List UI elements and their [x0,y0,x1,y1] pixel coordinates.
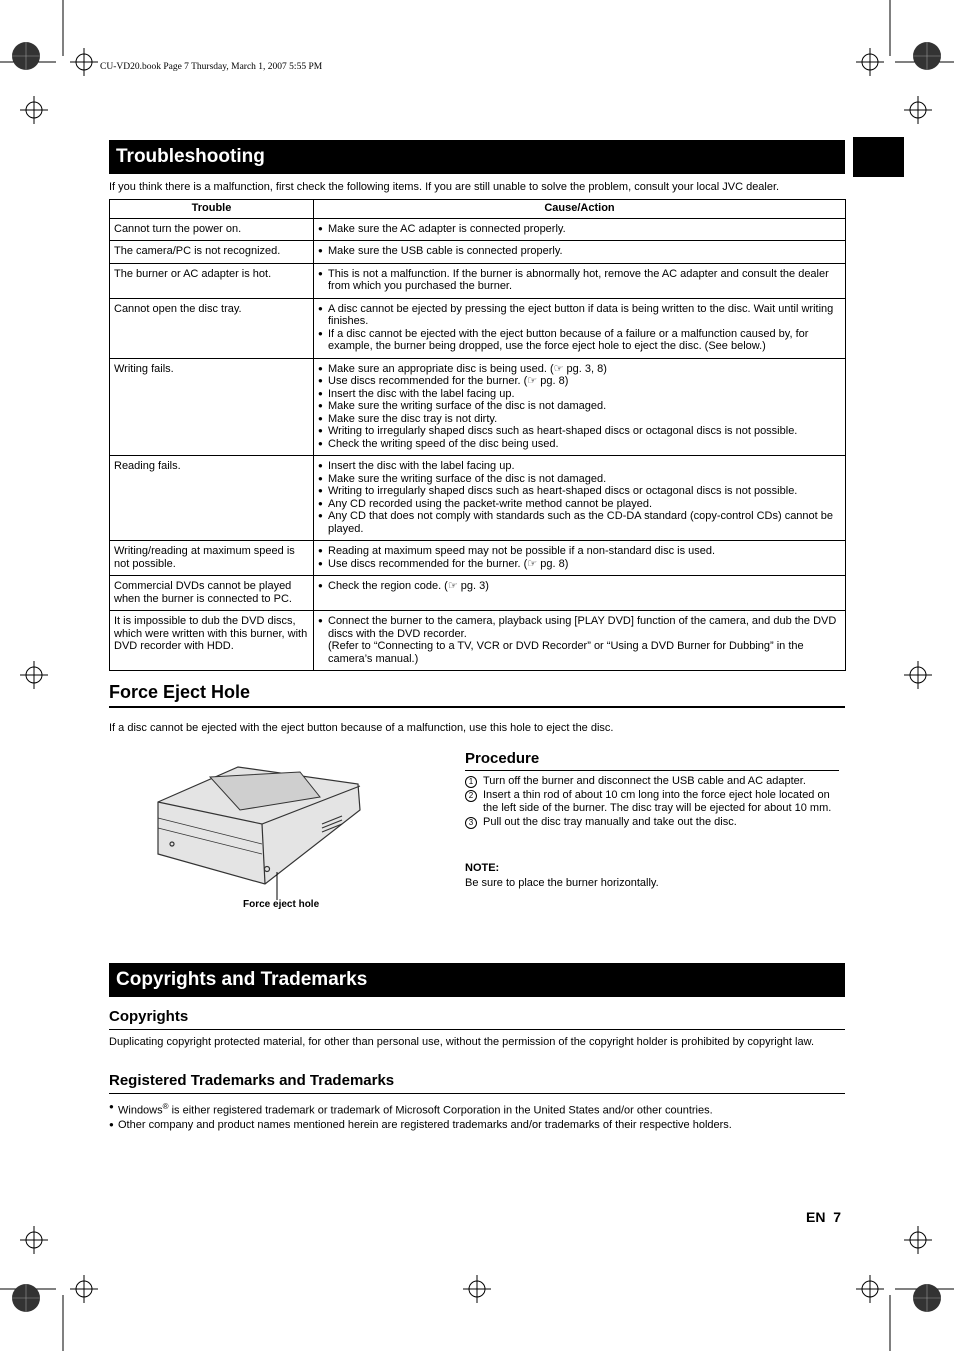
action-item: ● Use discs recommended for the burner. (☞ pg. 8) [318,375,841,388]
procedure-step [465,775,839,789]
table-row [110,298,846,358]
cause-cell [314,576,846,611]
page-number: EN 7 [806,1209,842,1225]
action-item: ● Make sure the AC adapter is connected properly. [318,223,841,236]
troubleshooting-table [109,199,846,671]
force-eject-hole-caption: Force eject hole [243,899,320,910]
step-text: Turn off the burner and disconnect the USB cable and AC adapter. [483,775,806,787]
table-row [110,218,846,241]
copyright-text: Duplicating copyright protected material, for other than personal use, without the permission of the copyright holder is prohibited by copyright law. [109,1036,814,1048]
troubleshooting-intro: If you think there is a malfunction, first check the following items. If you are still unable to solve the problem, consult your local JVC dealer. [109,181,780,193]
action-item: ● Make sure the disc tray is not dirty. [318,413,841,426]
action-item: ● Writing to irregularly shaped discs such as heart-shaped discs or octagonal discs is not possible. [318,485,841,498]
cause-cell [314,218,846,241]
action-item: ● Reading at maximum speed may not be possible if a non-standard disc is used. [318,545,841,558]
cause-cell [314,456,846,541]
procedure-heading: Procedure [465,750,839,771]
trademark-item [109,1100,845,1118]
action-item: ● Insert the disc with the label facing up. [318,460,841,473]
table-row [110,456,846,541]
action-item: ● Make sure the writing surface of the disc is not damaged. [318,473,841,486]
action-item: ● This is not a malfunction. If the burner is abnormally hot, remove the AC adapter and consult the dealer from which you purchased the burner. [318,268,841,293]
table-row [110,358,846,456]
step-text: Insert a thin rod of about 10 cm long into the force eject hole located on the left side of the burner. The disc tray will be ejected for about 10 mm. [483,788,832,814]
action-item: ● Connect the burner to the camera, playback using [PLAY DVD] function of the camera, and dub the DVD discs with the DVD recorder. (Refer to “Connecting to a TV, VCR or DVD Recorder” or “Using a DVD Burner for Dubbing” in the camera’s manual.) [318,615,841,665]
cause-cell [314,298,846,358]
windows-word: Windows [118,1104,163,1117]
book-header: CU-VD20.book Page 7 Thursday, March 1, 2007 5:55 PM [100,62,323,72]
action-item: ● Check the region code. (☞ pg. 3) [318,580,841,593]
action-item: ● Writing to irregularly shaped discs such as heart-shaped discs or octagonal discs is not possible. [318,425,841,438]
trouble-cell: Cannot open the disc tray. [110,298,314,358]
trouble-cell: The camera/PC is not recognized. [110,241,314,264]
procedure-step [465,816,839,830]
trademark-item [109,1118,845,1132]
trouble-cell: Cannot turn the power on. [110,218,314,241]
note-text: Be sure to place the burner horizontally. [465,877,659,889]
procedure-step [465,789,839,816]
trouble-cell: The burner or AC adapter is hot. [110,263,314,298]
trademark-other-text: Other company and product names mentioned herein are registered trademarks and/or trademarks of their respective holders. [118,1118,732,1131]
burner-illustration [150,762,380,902]
registered-mark: ® [162,1102,169,1111]
action-item: ● A disc cannot be ejected by pressing the eject button if data is being written to the disc. Wait until writing finishes. [318,303,841,328]
trademarks-heading: Registered Trademarks and Trademarks [109,1072,845,1094]
step-text: Pull out the disc tray manually and take out the disc. [483,815,737,828]
action-item: ● Any CD that does not comply with standards such as the CD-DA standard (copy-control CDs) cannot be played. [318,510,841,535]
action-item: ● Make sure an appropriate disc is being used. (☞ pg. 3, 8) [318,363,841,376]
trouble-cell: Writing fails. [110,358,314,456]
action-item: ● Make sure the USB cable is connected properly. [318,245,841,258]
trouble-cell: Reading fails. [110,456,314,541]
trademark-list [109,1100,845,1132]
force-eject-heading: Force Eject Hole [109,682,845,708]
force-eject-intro: If a disc cannot be ejected with the eject button because of a malfunction, use this hole to eject the disc. [109,722,614,734]
trouble-cell: It is impossible to dub the DVD discs, which were written with this burner, with DVD recorder with HDD. [110,611,314,671]
trouble-cell: Commercial DVDs cannot be played when the burner is connected to PC. [110,576,314,611]
action-item: ● Check the writing speed of the disc being used. [318,438,841,451]
step-number: 3 [465,817,477,829]
table-row [110,241,846,264]
action-item: ● Use discs recommended for the burner. (☞ pg. 8) [318,558,841,571]
table-row [110,263,846,298]
action-item: ● Insert the disc with the label facing up. [318,388,841,401]
action-item: ● Make sure the writing surface of the disc is not damaged. [318,400,841,413]
cause-cell [314,263,846,298]
table-row [110,576,846,611]
action-item: ● Any CD recorded using the packet-write method cannot be played. [318,498,841,511]
action-item: ● If a disc cannot be ejected with the eject button because of a failure or a malfunction caused by, for example, the burner being dropped, use the force eject hole to eject the disc. (See below.) [318,328,841,353]
troubleshooting-banner: Troubleshooting [109,140,845,174]
cause-cell [314,358,846,456]
cause-cell [314,241,846,264]
step-number: 1 [465,776,477,788]
trademark-windows-text: is either registered trademark or trademark of Microsoft Corporation in the United States and/or other countries. [168,1104,713,1117]
note-label: NOTE: [465,862,500,874]
side-tab [853,137,904,177]
procedure-steps [465,775,839,829]
cause-cell [314,611,846,671]
col-trouble-header: Trouble [110,200,314,219]
copyrights-heading: Copyrights [109,1008,845,1030]
copyrights-banner: Copyrights and Trademarks [109,963,845,997]
table-row [110,541,846,576]
table-row [110,611,846,671]
col-cause-header: Cause/Action [314,200,846,219]
cause-cell [314,541,846,576]
trouble-cell: Writing/reading at maximum speed is not possible. [110,541,314,576]
step-number: 2 [465,790,477,802]
